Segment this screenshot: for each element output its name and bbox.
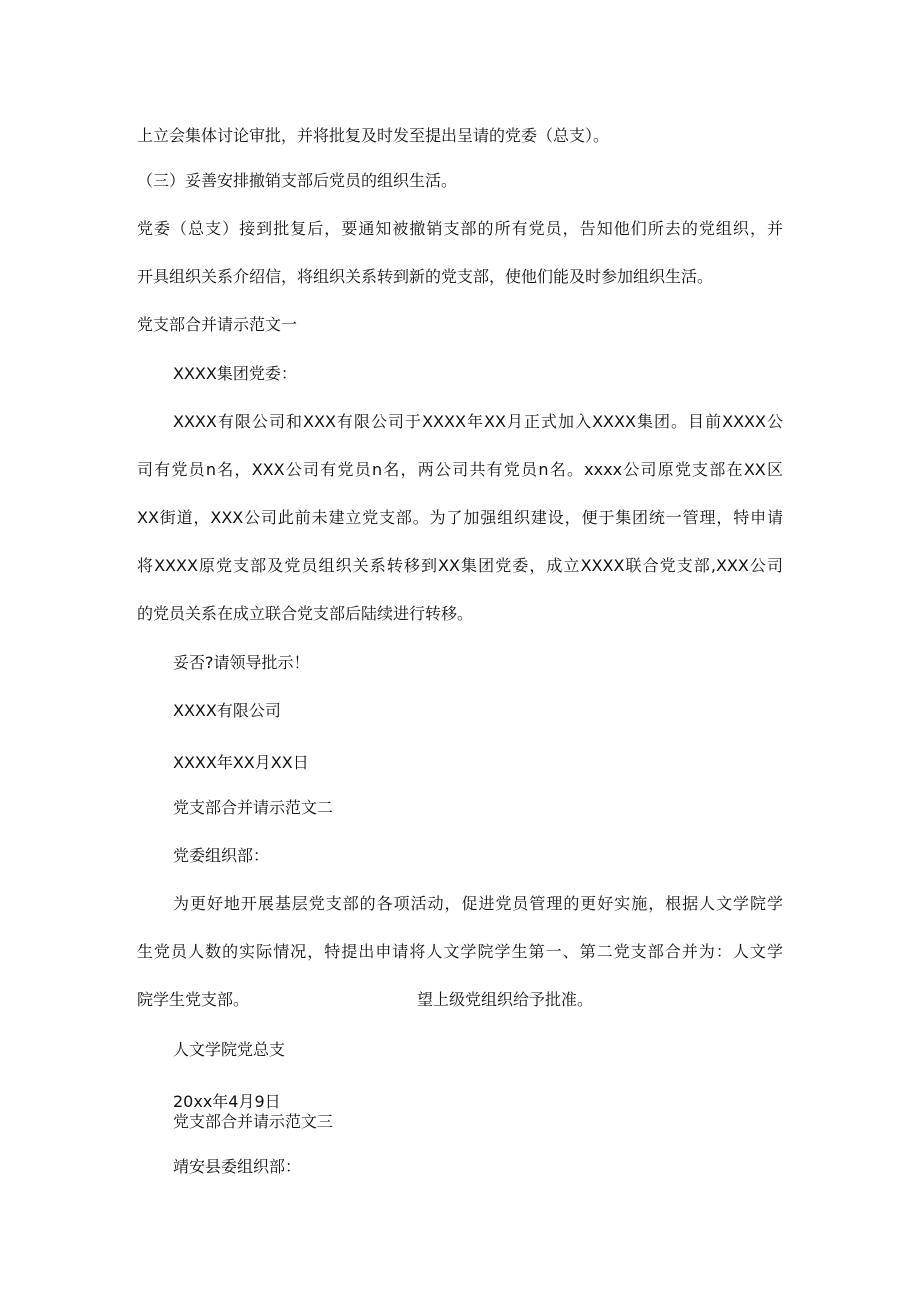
text-line-4: 开具组织关系介绍信，将组织关系转到新的党支部，使他们能及时参加组织生活。: [137, 267, 714, 286]
body2-line-1: 为更好地开展基层党支部的各项活动，促进党员管理的更好实施，根据人文学院学: [173, 894, 783, 913]
body2-line-3-end: 望上级党组织给予批准。: [417, 990, 594, 1009]
salutation-1: XXXX集团党委：: [173, 364, 297, 383]
sample-title-3: 党支部合并请示范文三: [173, 1112, 334, 1131]
body2-line-3: [137, 990, 593, 1010]
text-line-3: 党委（总支）接到批复后，要通知被撤销支部的所有党员，告知他们所去的党组织，并: [137, 219, 783, 238]
closing-request-1: 妥否?请领导批示！: [173, 653, 310, 672]
body-line-2: 司有党员n名，XXX公司有党员n名，两公司共有党员n名。xxxx公司原党支部在XX区: [137, 460, 783, 479]
sample-title-2: 党支部合并请示范文二: [173, 798, 334, 817]
text-line-1: 上立会集体讨论审批，并将批复及时发至提出呈请的党委（总支）。: [137, 126, 610, 145]
body-line-4: 将XXXX原党支部及党员组织关系转移到XX集团党委，成立XXXX联合党支部,XXX公司: [137, 556, 783, 575]
signature-date-2: 20xx年4月9日: [173, 1092, 281, 1111]
body-line-1: XXXX有限公司和XXX有限公司于XXXX年XX月正式加入XXXX集团。目前XXXX公: [173, 412, 783, 431]
body-line-5: 的党员关系在成立联合党支部后陆续进行转移。: [137, 604, 474, 623]
body-line-3: XX街道，XXX公司此前未建立党支部。为了加强组织建设，便于集团统一管理，特申请: [137, 508, 783, 527]
salutation-3: 靖安县委组织部：: [173, 1157, 302, 1176]
salutation-2: 党委组织部：: [173, 846, 270, 865]
body2-line-2: 生党员人数的实际情况，特提出申请将人文学院学生第一、第二党支部合并为：人文学: [137, 942, 783, 961]
signature-org-1: XXXX有限公司: [173, 701, 281, 720]
body2-line-3-start: 院学生党支部。: [137, 990, 250, 1009]
sample-title-1: 党支部合并请示范文一: [137, 315, 298, 334]
signature-date-1: XXXX年XX月XX日: [173, 753, 309, 772]
signature-org-2: 人文学院党总支: [173, 1040, 286, 1059]
section-heading-3: （三）妥善安排撤销支部后党员的组织生活。: [137, 171, 458, 190]
